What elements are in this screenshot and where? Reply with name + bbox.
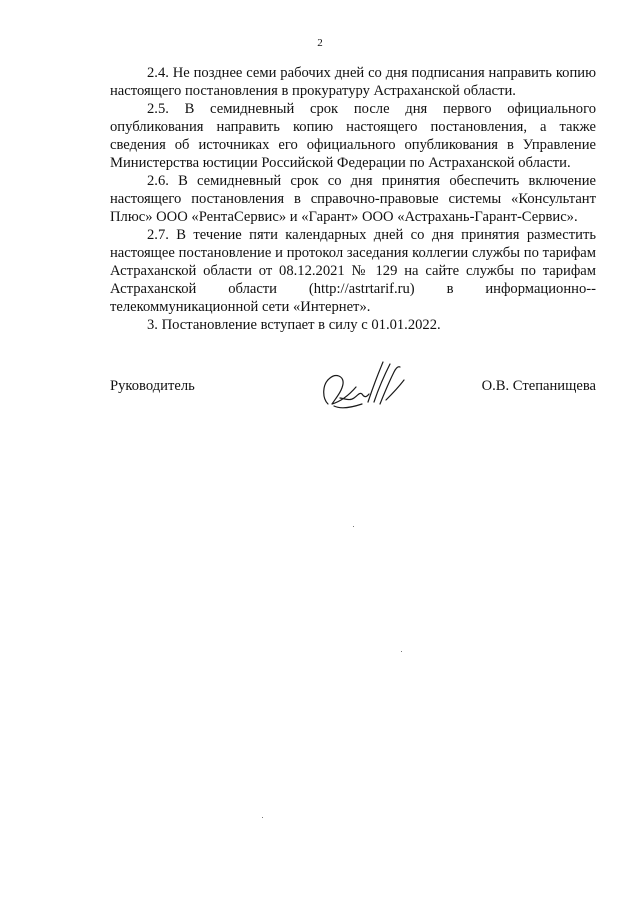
scan-speck [353, 526, 354, 527]
paragraph-2-6: 2.6. В семидневный срок со дня принятия обеспечить включение настоящего постановления в справочно-правовые системы «Консультант Плюс» ООО «РентаСервис» и «Гарант» ООО «Астрахань-Гарант-Сервис». [110, 173, 596, 225]
paragraph-2-5: 2.5. В семидневный срок после дня первого официального опубликования направить копию настоящего постановления, а также сведения об источниках его официального опубликования в Управление Министерства юстиции Российской Федерации по Астраханской области. [110, 101, 596, 171]
signatory-name: О.В. Степанищева [481, 378, 596, 394]
document-body [110, 64, 596, 334]
paragraph-2-7: 2.7. В течение пяти календарных дней со дня принятия разместить настоящее постановление и протокол заседания коллегии службы по тарифам Астраханской области от 08.12.2021 № 129 на сайте службы по тарифам Астраханской области (http://astrtarif.ru) в информационно-телекоммуникационной сети «Интернет». [110, 227, 596, 315]
paragraph-2-4: 2.4. Не позднее семи рабочих дней со дня подписания направить копию настоящего постановления в прокуратуру Астраханской области. [110, 65, 596, 99]
scan-speck [401, 651, 402, 652]
handwritten-signature [316, 354, 412, 414]
scan-speck [262, 817, 263, 818]
paragraph-3: 3. Постановление вступает в силу с 01.01.2022. [147, 317, 441, 333]
page-number: 2 [317, 37, 323, 49]
signature-block [110, 350, 596, 420]
signatory-position: Руководитель [110, 378, 195, 394]
